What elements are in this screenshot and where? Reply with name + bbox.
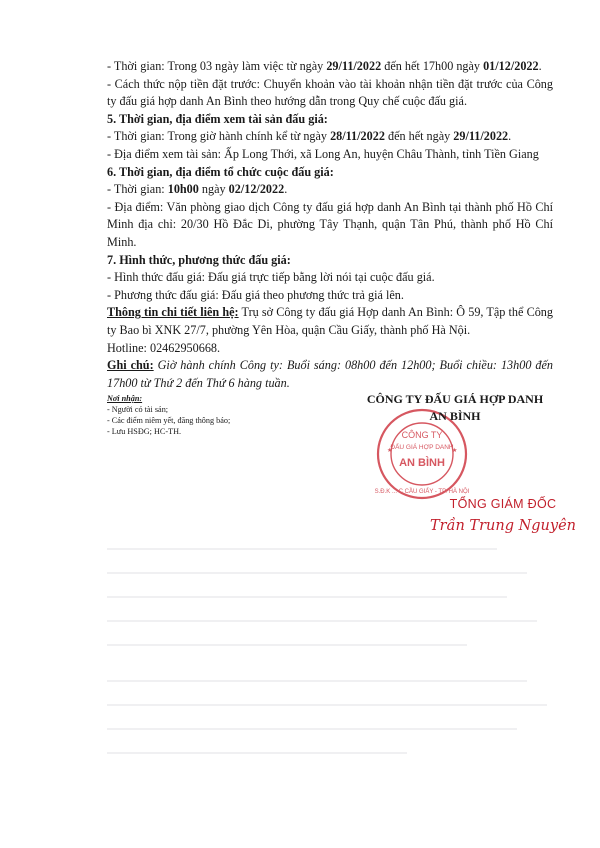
auction-location-line: - Địa điểm: Văn phòng giao dịch Công ty đấu giá hợp danh An Bình tại thành phố Hồ Chí Minh địa chỉ: 20/30 Hồ Đắc Di, phường Tây Thạnh, quận Tân Phú, thành phố Hồ Chí Minh. <box>107 199 553 249</box>
time-span: 10h00 <box>167 182 199 197</box>
recipient-item: - Người có tài sản; <box>107 405 169 414</box>
recipients-block <box>107 393 327 437</box>
note-line <box>107 357 553 392</box>
section-7-heading: 7. Hình thức, phương thức đấu giá: <box>107 252 291 267</box>
bleed-through-line <box>107 704 547 706</box>
auction-form-line: - Hình thức đấu giá: Đấu giá trực tiếp bằng lời nói tại cuộc đấu giá. <box>107 270 435 285</box>
recipients-title: Nơi nhận: <box>107 394 143 403</box>
org-line-1: CÔNG TY ĐẤU GIÁ HỢP DANH <box>366 392 544 406</box>
signatory-title: TỔNG GIÁM ĐỐC <box>449 497 557 511</box>
bleed-through-line <box>107 620 537 622</box>
text-span: . <box>508 129 512 144</box>
text-span: . <box>538 59 542 73</box>
star-icon: ★ <box>387 448 393 454</box>
bleed-through-line <box>107 548 497 550</box>
date-span: 01/12/2022 <box>483 59 539 73</box>
recipient-item: - Lưu HSĐG; HC-TH. <box>107 427 182 436</box>
text-span: đến hết ngày <box>384 129 454 144</box>
date-span: 28/11/2022 <box>330 129 385 144</box>
contact-line <box>107 304 553 339</box>
viewing-location-line: - Địa điểm xem tài sản: Ấp Long Thới, xã Long An, huyện Châu Thành, tỉnh Tiền Giang <box>107 146 539 161</box>
signatory-name: Trần Trung Nguyên <box>429 518 577 534</box>
stamp-name: AN BÌNH <box>399 457 445 469</box>
note-text: Giờ hành chính Công ty: Buổi sáng: 08h00 đến 12h00; Buổi chiều: 13h00 đến 17h00 từ Thứ 2 đến Thứ 6 hàng tuần. <box>107 358 554 390</box>
bleed-through-line <box>107 572 527 574</box>
text-span: . <box>284 182 288 197</box>
notice-body <box>107 58 553 392</box>
org-line-2: AN BÌNH <box>429 409 481 423</box>
date-span: 29/11/2022 <box>326 59 382 73</box>
hotline-line: Hotline: 02462950668. <box>107 340 221 355</box>
date-span: 29/11/2022 <box>453 129 509 144</box>
deposit-method-line: - Cách thức nộp tiền đặt trước: Chuyển khoản vào tài khoản nhận tiền đặt trước của Công ty đấu giá hợp danh An Bình theo hướng dẫn trong Quy chế cuộc đấu giá. <box>107 76 553 109</box>
stamp-inner-line1: CÔNG TY <box>401 430 443 440</box>
deposit-time-line <box>107 58 553 76</box>
text-span: - Thời gian: Trong 03 ngày làm việc từ ngày <box>107 59 327 73</box>
section-6-heading: 6. Thời gian, địa điểm tổ chức cuộc đấu giá: <box>107 164 334 179</box>
bleed-through-line <box>107 728 517 730</box>
organization-name <box>355 391 555 425</box>
contact-label: Thông tin chi tiết liên hệ: <box>107 305 239 320</box>
text-span: - Thời gian: <box>107 182 168 197</box>
date-span: 02/12/2022 <box>228 182 285 197</box>
auction-time-line <box>107 181 553 199</box>
text-span: - Thời gian: Trong giờ hành chính kể từ ngày <box>107 129 331 144</box>
stamp-inner-line2: ĐẤU GIÁ HỢP DANH <box>390 444 454 451</box>
section-5-heading: 5. Thời gian, địa điểm xem tài sản đấu giá: <box>107 111 328 126</box>
bleed-through-line <box>107 680 527 682</box>
recipient-item: - Các điểm niêm yết, đăng thông báo; <box>107 416 231 425</box>
viewing-time-line <box>107 128 553 146</box>
text-span: ngày <box>198 182 229 197</box>
star-icon: ★ <box>452 448 458 454</box>
stamp-ring-text: S.Đ.K ... C CẦU GIẤY - TP. HÀ NỘI <box>374 489 470 495</box>
auction-method-line: - Phương thức đấu giá: Đấu giá theo phương thức trả giá lên. <box>107 287 404 302</box>
text-span: đến hết 17h00 ngày <box>381 59 484 73</box>
contact-text: Trụ sở Công ty đấu giá Hợp danh An Bình: Ô 59, Tập thể Công ty Bao bì XNK 27/7, phường Yên Hòa, quận Cầu Giấy, thành phố Hà Nội. <box>107 305 553 337</box>
bleed-through-line <box>107 596 507 598</box>
bleed-through-line <box>107 752 407 754</box>
bleed-through-line <box>107 644 467 646</box>
note-label: Ghi chú: <box>107 358 154 373</box>
